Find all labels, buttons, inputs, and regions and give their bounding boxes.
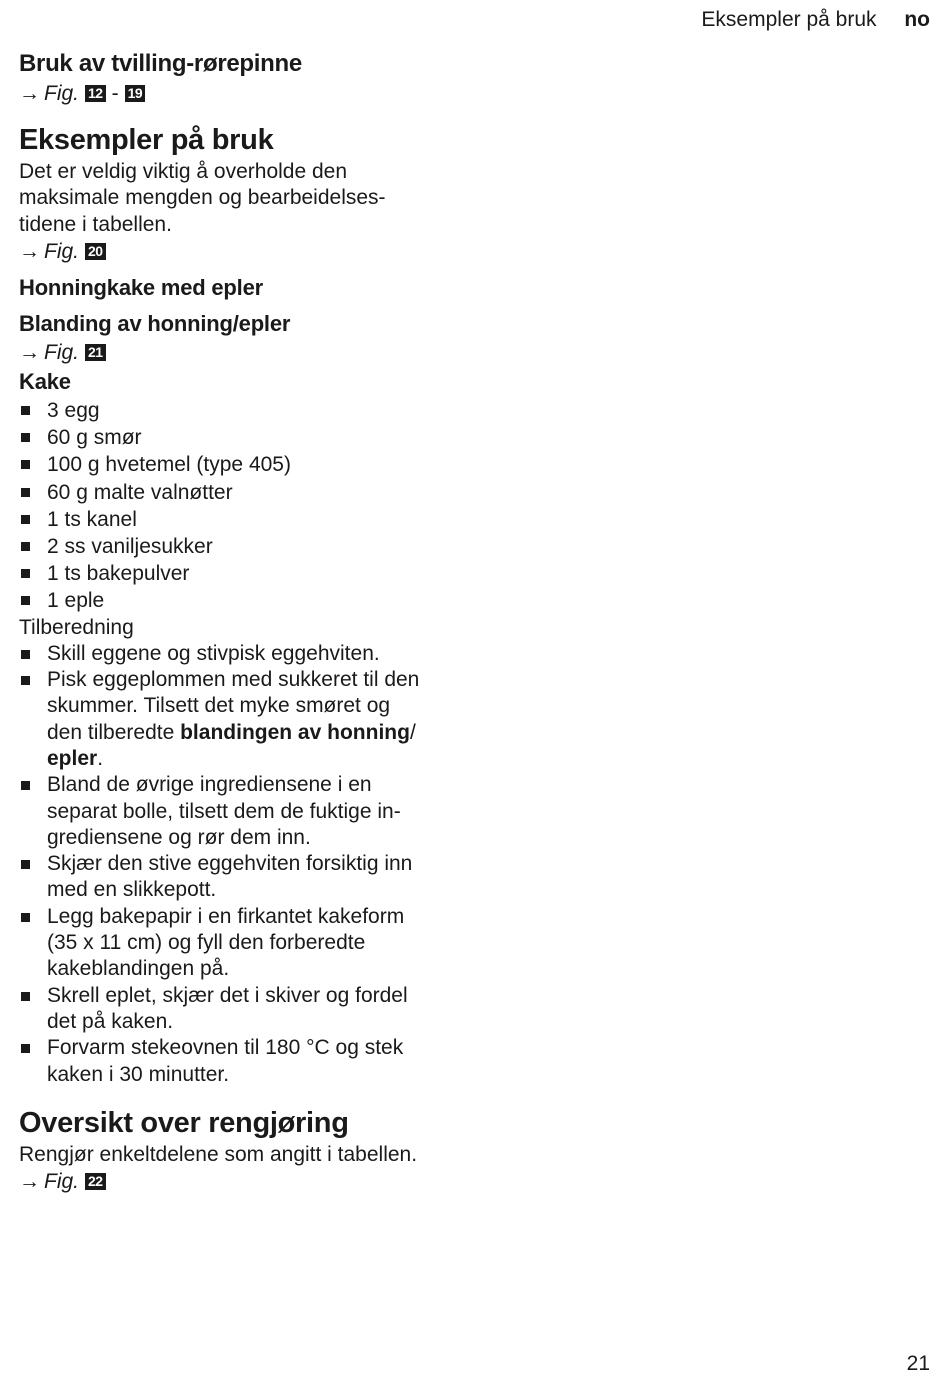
content-column [19, 48, 479, 1195]
list-item: Legg bakepapir i en firkantet kakeform (35 x 11 cm) og fyll den forberedte kakeblandingen på. [19, 904, 479, 983]
header-language-code: no [904, 8, 930, 31]
cake-heading: Kake [19, 368, 71, 394]
bullet-square-icon [21, 406, 30, 415]
bullet-square-icon [21, 542, 30, 551]
examples-text-line: tidene i tabellen. [19, 212, 172, 236]
arrow-right-icon: → [19, 239, 40, 263]
bullet-square-icon [21, 569, 30, 578]
examples-text-line: Det er veldig viktig å overholde den [19, 160, 348, 183]
bullet-square-icon [21, 460, 30, 469]
list-item: Skill eggene og stivpisk eggehviten. [19, 641, 479, 667]
cleaning-figure-reference [19, 1168, 479, 1195]
list-item: Pisk eggeplommen med sukkeret til den skummer. Tilsett det myke smøret og den tilberedte blandingen av honning/ epler. [19, 667, 479, 772]
figure-number-badge: 22 [85, 1173, 106, 1190]
bullet-square-icon [21, 650, 30, 659]
examples-text-line: maksimale mengden og bearbeidelses- [19, 186, 386, 210]
ingredient-list [19, 397, 479, 615]
bullet-square-icon [21, 433, 30, 442]
cleaning-text: Rengjør enkeltdelene som angitt i tabellen. [19, 1142, 418, 1166]
list-item: 1 ts bakepulver [19, 560, 479, 587]
list-item: 2 ss vaniljesukker [19, 533, 479, 560]
figure-range-separator: - [111, 82, 119, 105]
list-item: 60 g smør [19, 424, 479, 451]
bullet-square-icon [21, 488, 30, 497]
running-header [701, 8, 930, 32]
bullet-square-icon [21, 676, 30, 685]
list-item: Bland de øvrige ingrediensene i en separat bolle, tilsett dem de fuktige in- grediensene og rør dem inn. [19, 772, 479, 851]
figure-word: Fig. [44, 1170, 80, 1194]
bullet-square-icon [21, 515, 30, 524]
page-number: 21 [906, 1352, 930, 1375]
header-section-title: Eksempler på bruk [701, 8, 877, 31]
list-item: Skrell eplet, skjær det i skiver og fordel det på kaken. [19, 983, 479, 1036]
honey-apple-mix-heading: Blanding av honning/epler [19, 310, 291, 336]
preparation-steps [19, 641, 479, 1088]
cross-reference-bold: epler [47, 747, 98, 770]
list-item: 60 g malte valnøtter [19, 479, 479, 506]
list-item: Forvarm stekeovnen til 180 °C og stek kaken i 30 minutter. [19, 1035, 479, 1088]
bullet-square-icon [21, 781, 30, 790]
twin-whisk-figure-reference [19, 80, 479, 107]
list-item: 3 egg [19, 397, 479, 424]
examples-figure-reference [19, 238, 479, 265]
bullet-square-icon [21, 596, 30, 605]
bullet-square-icon [21, 992, 30, 1001]
list-item: 1 eple [19, 587, 479, 614]
figure-number-badge: 12 [85, 85, 106, 102]
examples-heading: Eksempler på bruk [19, 124, 274, 156]
honey-apple-figure-reference [19, 339, 479, 366]
figure-word: Fig. [44, 340, 80, 364]
figure-number-badge: 19 [125, 85, 146, 102]
list-item: Skjær den stive eggehviten forsiktig inn med en slikkepott. [19, 851, 479, 904]
figure-word: Fig. [44, 239, 80, 263]
cleaning-overview-heading: Oversikt over rengjøring [19, 1106, 349, 1139]
figure-number-badge: 21 [85, 344, 106, 361]
bullet-square-icon [21, 860, 30, 869]
bullet-square-icon [21, 1044, 30, 1053]
arrow-right-icon: → [19, 340, 40, 364]
arrow-right-icon: → [19, 1170, 40, 1194]
preparation-label: Tilberedning [19, 615, 134, 639]
figure-word: Fig. [44, 82, 80, 105]
cross-reference-bold: blandingen av honning [180, 720, 410, 744]
arrow-right-icon: → [19, 82, 40, 105]
bullet-square-icon [21, 913, 30, 922]
figure-number-badge: 20 [85, 243, 106, 260]
honey-cake-heading: Honningkake med epler [19, 274, 263, 300]
twin-whisk-heading: Bruk av tvilling-rørepinne [19, 50, 302, 77]
list-item: 100 g hvetemel (type 405) [19, 451, 479, 478]
list-item: 1 ts kanel [19, 506, 479, 533]
